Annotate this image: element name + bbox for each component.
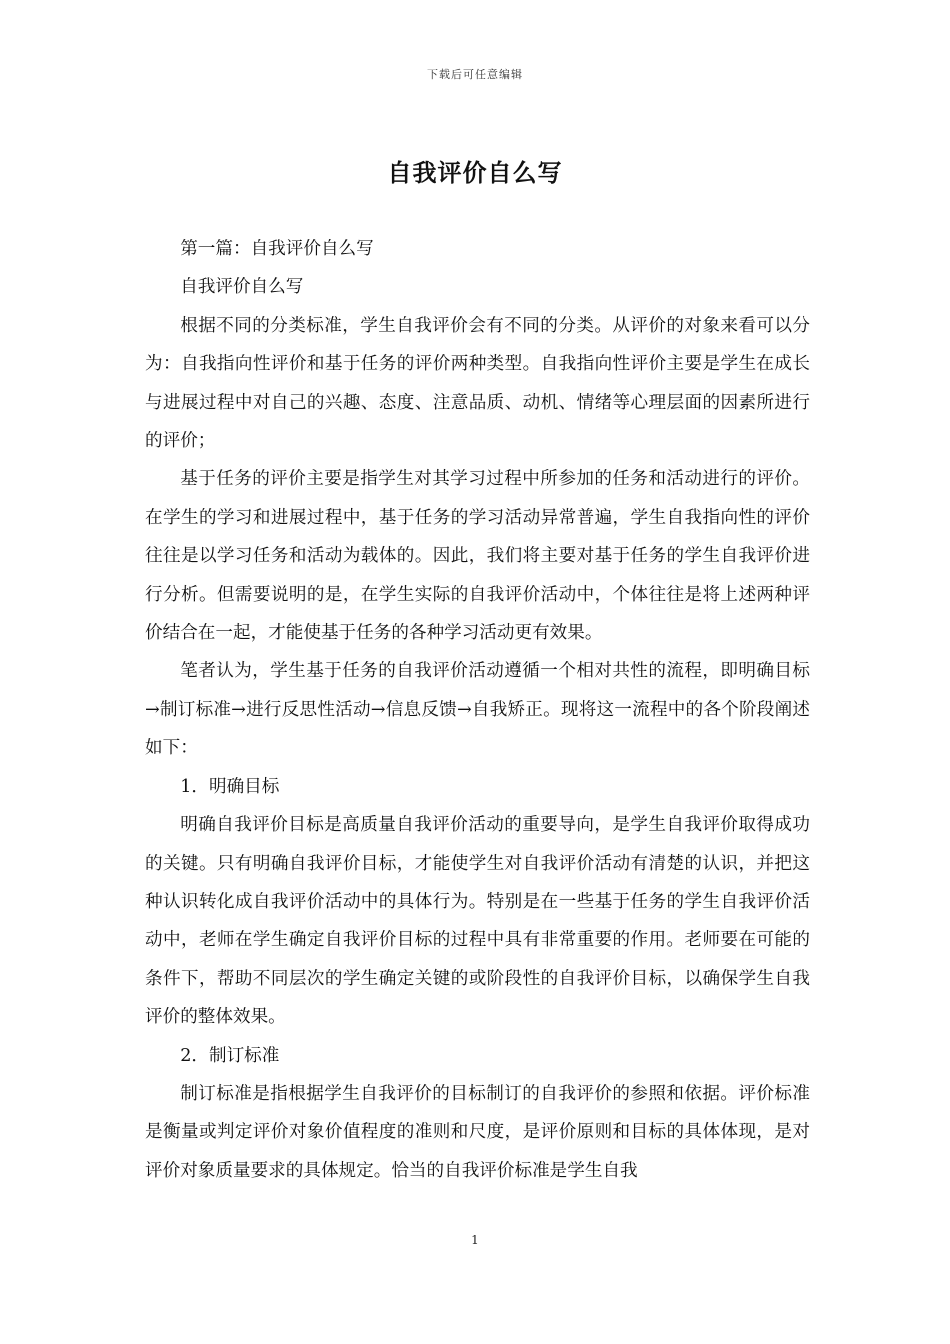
subheading: 自我评价自么写 xyxy=(180,277,304,298)
numbered-heading: 2．制订标准 xyxy=(180,1045,280,1066)
numbered-heading: 1．明确目标 xyxy=(180,776,280,797)
page-number: 1 xyxy=(471,1233,479,1247)
body-paragraph: 制订标准是指根据学生自我评价的目标制订的自我评价的参照和依据。评价标准是衡量或判定评价对象价值程度的准则和尺度，是评价原则和目标的具体体现，是对评价对象质量要求的具体规定。恰当的自我评价标准是学生自我 xyxy=(145,1083,810,1181)
document-body xyxy=(145,230,810,1190)
body-paragraph: 明确自我评价目标是高质量自我评价活动的重要导向，是学生自我评价取得成功的关键。只有明确自我评价目标，才能使学生对自我评价活动有清楚的认识，并把这种认识转化成自我评价活动中的具体行为。特别是在一些基于任务的学生自我评价活动中，老师在学生确定自我评价目标的过程中具有非常重要的作用。老师要在可能的条件下，帮助不同层次的学生确定关键的或阶段性的自我评价目标，以确保学生自我评价的整体效果。 xyxy=(145,815,810,1028)
body-paragraph: 根据不同的分类标准，学生自我评价会有不同的分类。从评价的对象来看可以分为：自我指向性评价和基于任务的评价两种类型。自我指向性评价主要是学生在成长与进展过程中对自己的兴趣、态度、注意品质、动机、情绪等心理层面的因素所进行的评价； xyxy=(145,315,810,452)
body-paragraph: 基于任务的评价主要是指学生对其学习过程中所参加的任务和活动进行的评价。在学生的学习和进展过程中，基于任务的学习活动异常普遍，学生自我指向性的评价往往是以学习任务和活动为载体的。因此，我们将主要对基于任务的学生自我评价进行分析。但需要说明的是，在学生实际的自我评价活动中，个体往往是将上述两种评价结合在一起，才能使基于任务的各种学习活动更有效果。 xyxy=(145,469,810,644)
section-heading: 第一篇：自我评价自么写 xyxy=(180,239,374,259)
body-paragraph: 笔者认为，学生基于任务的自我评价活动遵循一个相对共性的流程，即明确目标→制订标准→进行反思性活动→信息反馈→自我矫正。现将这一流程中的各个阶段阐述如下： xyxy=(145,661,810,759)
header-note: 下载后可任意编辑 xyxy=(427,68,523,81)
document-title: 自我评价自么写 xyxy=(387,158,563,187)
